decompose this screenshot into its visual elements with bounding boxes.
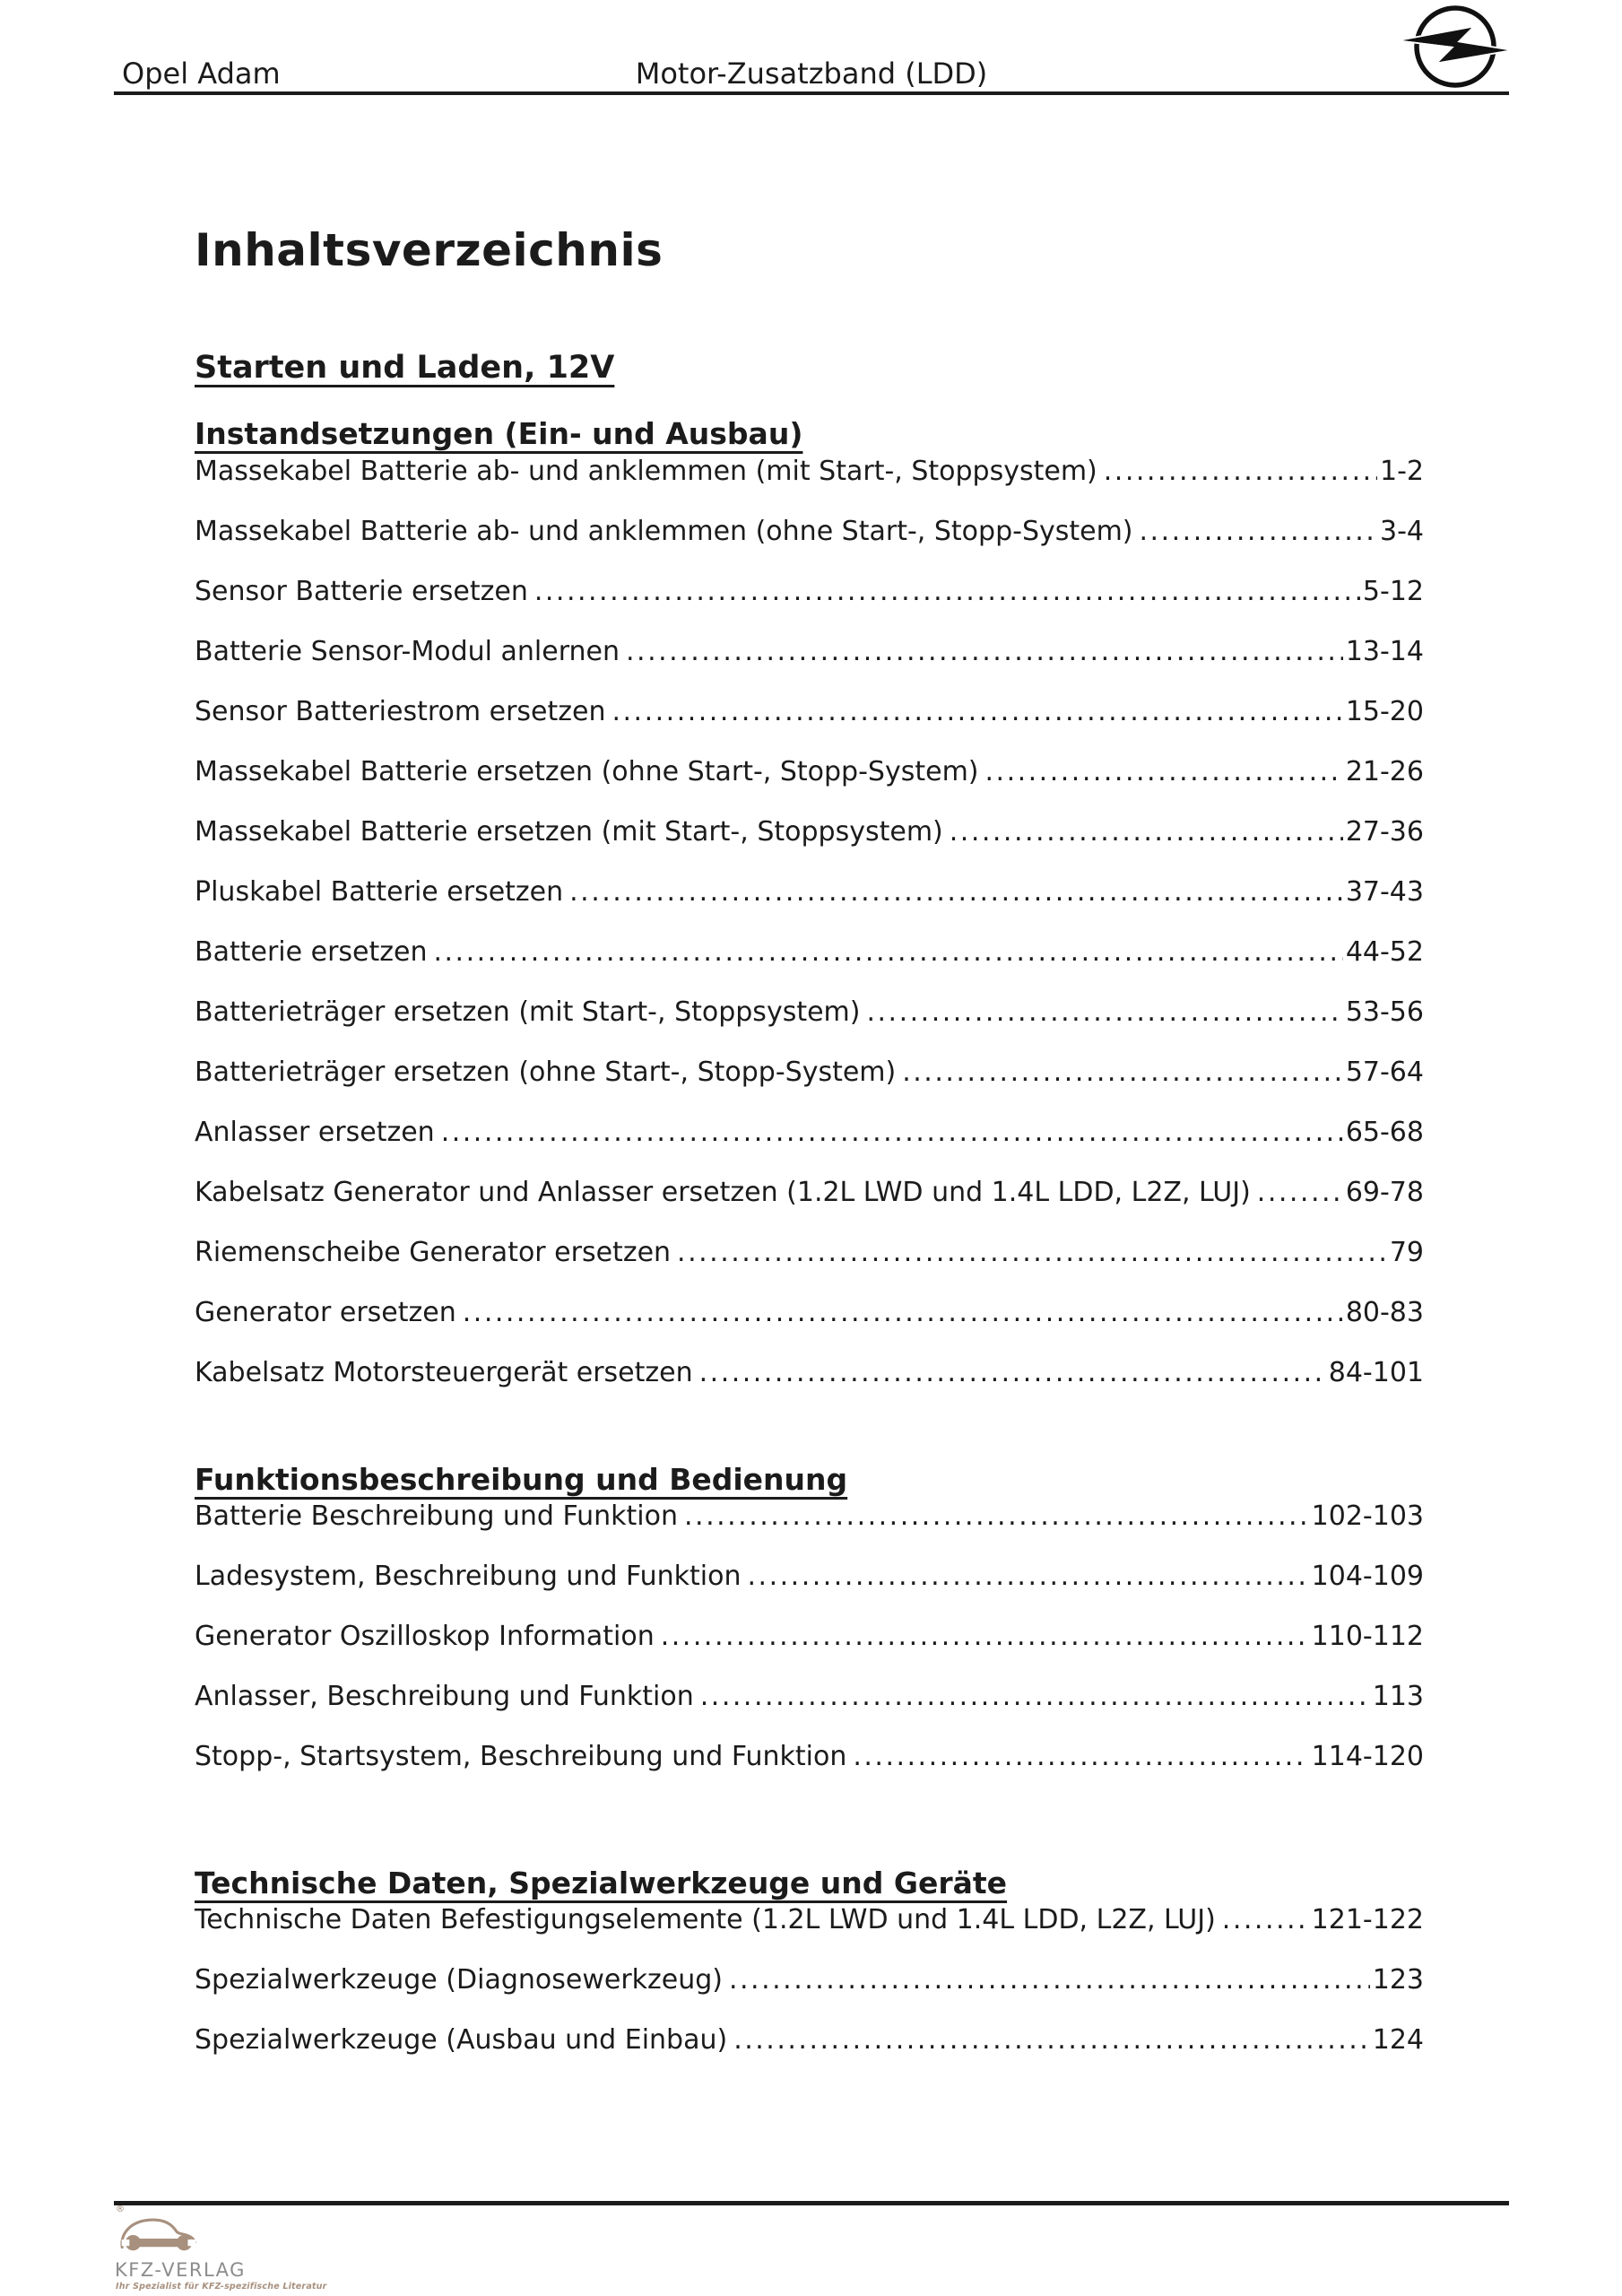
toc-entry[interactable] [195, 1890, 1424, 1950]
dot-leader [661, 1606, 1309, 1666]
toc-entry-pages: 53-56 [1345, 996, 1424, 1028]
section-heading-technische-daten: Technische Daten, Spezialwerkzeuge und Geräte [195, 1866, 1008, 1900]
toc-entry-label: Spezialwerkzeuge (Diagnosewerkzeug) [195, 1964, 723, 1996]
toc-entry[interactable] [195, 802, 1424, 862]
toc-entry-pages: 57-64 [1345, 1057, 1424, 1088]
dot-leader [985, 742, 1343, 802]
toc-entry-label: Generator Oszilloskop Information [195, 1621, 655, 1652]
toc-entry-label: Batterie ersetzen [195, 936, 428, 968]
dot-leader [1257, 1162, 1343, 1222]
dot-leader [534, 561, 1360, 622]
toc-entry[interactable] [195, 1283, 1424, 1343]
toc-entry-pages: 79 [1389, 1237, 1424, 1268]
toc-entry-pages: 110-112 [1311, 1621, 1424, 1652]
toc-entry-pages: 1-2 [1380, 456, 1424, 487]
toc-entry[interactable] [195, 1102, 1424, 1162]
dot-leader [1104, 441, 1377, 501]
dot-leader [866, 982, 1342, 1042]
toc-entry-label: Riemenscheibe Generator ersetzen [195, 1237, 672, 1268]
toc-entry[interactable] [195, 742, 1424, 802]
toc-entry-label: Anlasser ersetzen [195, 1117, 435, 1148]
toc-entry-label: Ladesystem, Beschreibung und Funktion [195, 1561, 742, 1592]
toc-entry-label: Massekabel Batterie ab- und anklemmen (mit Start-, Stoppsystem) [195, 456, 1097, 487]
toc-entry-pages: 113 [1372, 1681, 1424, 1712]
toc-entry[interactable] [195, 1950, 1424, 2010]
toc-entry[interactable] [195, 561, 1424, 622]
toc-entry-pages: 21-26 [1345, 756, 1424, 787]
registered-trademark-symbol: ® [116, 2205, 125, 2214]
toc-entry[interactable] [195, 1726, 1424, 1787]
section-heading-instandsetzungen: Instandsetzungen (Ein- und Ausbau) [195, 416, 803, 451]
page-title: Inhaltsverzeichnis [195, 223, 664, 276]
toc-entry-label: Stopp-, Startsystem, Beschreibung und Funktion [195, 1741, 847, 1772]
toc-entry-label: Generator ersetzen [195, 1297, 456, 1328]
opel-blitz-logo-icon [1403, 0, 1507, 93]
toc-entry-label: Kabelsatz Generator und Anlasser ersetzen (1.2L LWD und 1.4L LDD, L2Z, LUJ) [195, 1177, 1251, 1208]
dot-leader [684, 1486, 1309, 1546]
toc-entry[interactable] [195, 1666, 1424, 1726]
toc-entry-pages: 123 [1372, 1964, 1424, 1996]
publisher-name: KFZ-VERLAG [115, 2259, 246, 2281]
toc-entry-label: Pluskabel Batterie ersetzen [195, 876, 564, 908]
toc-entry-label: Massekabel Batterie ersetzen (mit Start-, Stoppsystem) [195, 816, 943, 848]
dot-leader [950, 802, 1343, 862]
dot-leader [733, 2010, 1370, 2070]
dot-leader [569, 862, 1343, 922]
toc-list-funktionsbeschreibung [195, 1486, 1424, 1787]
toc-entry[interactable] [195, 922, 1424, 982]
toc-entry-pages: 44-52 [1345, 936, 1424, 968]
toc-entry-pages: 37-43 [1345, 876, 1424, 908]
toc-entry-label: Kabelsatz Motorsteuergerät ersetzen [195, 1357, 693, 1388]
dot-leader [853, 1726, 1308, 1787]
toc-entry-label: Batterieträger ersetzen (mit Start-, Stoppsystem) [195, 996, 861, 1028]
toc-entry-label: Spezialwerkzeuge (Ausbau und Einbau) [195, 2024, 728, 2056]
dot-leader [463, 1283, 1343, 1343]
toc-entry-label: Sensor Batterie ersetzen [195, 576, 528, 607]
dot-leader [677, 1222, 1387, 1283]
kfz-verlag-car-wrench-logo-icon [117, 2211, 209, 2261]
footer-divider-line [114, 2201, 1509, 2205]
dot-leader [441, 1102, 1343, 1162]
toc-entry-pages: 27-36 [1345, 816, 1424, 848]
toc-entry-pages: 3-4 [1380, 516, 1424, 547]
section-heading-funktionsbeschreibung: Funktionsbeschreibung und Bedienung [195, 1462, 848, 1497]
dot-leader [700, 1666, 1370, 1726]
toc-entry-pages: 80-83 [1345, 1297, 1424, 1328]
toc-entry-pages: 65-68 [1345, 1117, 1424, 1148]
toc-entry[interactable] [195, 1042, 1424, 1102]
toc-entry-label: Massekabel Batterie ersetzen (ohne Start-, Stopp-System) [195, 756, 979, 787]
toc-entry[interactable] [195, 1606, 1424, 1666]
toc-entry[interactable] [195, 441, 1424, 501]
toc-entry-label: Technische Daten Befestigungselemente (1.2L LWD und 1.4L LDD, L2Z, LUJ) [195, 1904, 1216, 1935]
toc-entry-label: Batterie Beschreibung und Funktion [195, 1500, 678, 1532]
dot-leader [729, 1950, 1370, 2010]
toc-entry-label: Massekabel Batterie ab- und anklemmen (ohne Start-, Stopp-System) [195, 516, 1133, 547]
toc-entry-pages: 69-78 [1345, 1177, 1424, 1208]
toc-list-technische-daten [195, 1890, 1424, 2070]
toc-entry[interactable] [195, 1486, 1424, 1546]
toc-entry[interactable] [195, 982, 1424, 1042]
header-document-title: Motor-Zusatzband (LDD) [635, 57, 988, 91]
dot-leader [699, 1343, 1326, 1403]
toc-entry-pages: 104-109 [1311, 1561, 1424, 1592]
toc-entry[interactable] [195, 2010, 1424, 2070]
dot-leader [1222, 1890, 1309, 1950]
toc-entry-pages: 102-103 [1311, 1500, 1424, 1532]
dot-leader [748, 1546, 1309, 1606]
toc-entry-pages: 121-122 [1311, 1904, 1424, 1935]
toc-entry[interactable] [195, 1222, 1424, 1283]
header-vehicle-name: Opel Adam [122, 57, 281, 91]
dot-leader [902, 1042, 1343, 1102]
toc-entry-pages: 114-120 [1311, 1741, 1424, 1772]
toc-entry-pages: 15-20 [1345, 696, 1424, 727]
toc-entry-pages: 5-12 [1362, 576, 1424, 607]
header-divider-line [114, 91, 1509, 95]
toc-entry-pages: 13-14 [1345, 636, 1424, 667]
toc-entry[interactable] [195, 622, 1424, 682]
chapter-heading: Starten und Laden, 12V [195, 350, 615, 387]
dot-leader [612, 682, 1342, 742]
toc-entry-pages: 84-101 [1328, 1357, 1424, 1388]
toc-entry-pages: 124 [1372, 2024, 1424, 2056]
dot-leader [433, 922, 1342, 982]
toc-entry[interactable] [195, 1162, 1424, 1222]
toc-entry-label: Batterie Sensor-Modul anlernen [195, 636, 620, 667]
toc-entry[interactable] [195, 1343, 1424, 1403]
toc-entry-label: Batterieträger ersetzen (ohne Start-, Stopp-System) [195, 1057, 897, 1088]
toc-entry-label: Anlasser, Beschreibung und Funktion [195, 1681, 694, 1712]
toc-entry[interactable] [195, 1546, 1424, 1606]
toc-entry[interactable] [195, 501, 1424, 561]
toc-list-instandsetzungen [195, 441, 1424, 1403]
publisher-tagline: Ihr Spezialist für KFZ-spezifische Literatur [116, 2282, 327, 2292]
dot-leader [626, 622, 1343, 682]
toc-entry[interactable] [195, 682, 1424, 742]
toc-entry-label: Sensor Batteriestrom ersetzen [195, 696, 606, 727]
dot-leader [1140, 501, 1377, 561]
toc-entry[interactable] [195, 862, 1424, 922]
